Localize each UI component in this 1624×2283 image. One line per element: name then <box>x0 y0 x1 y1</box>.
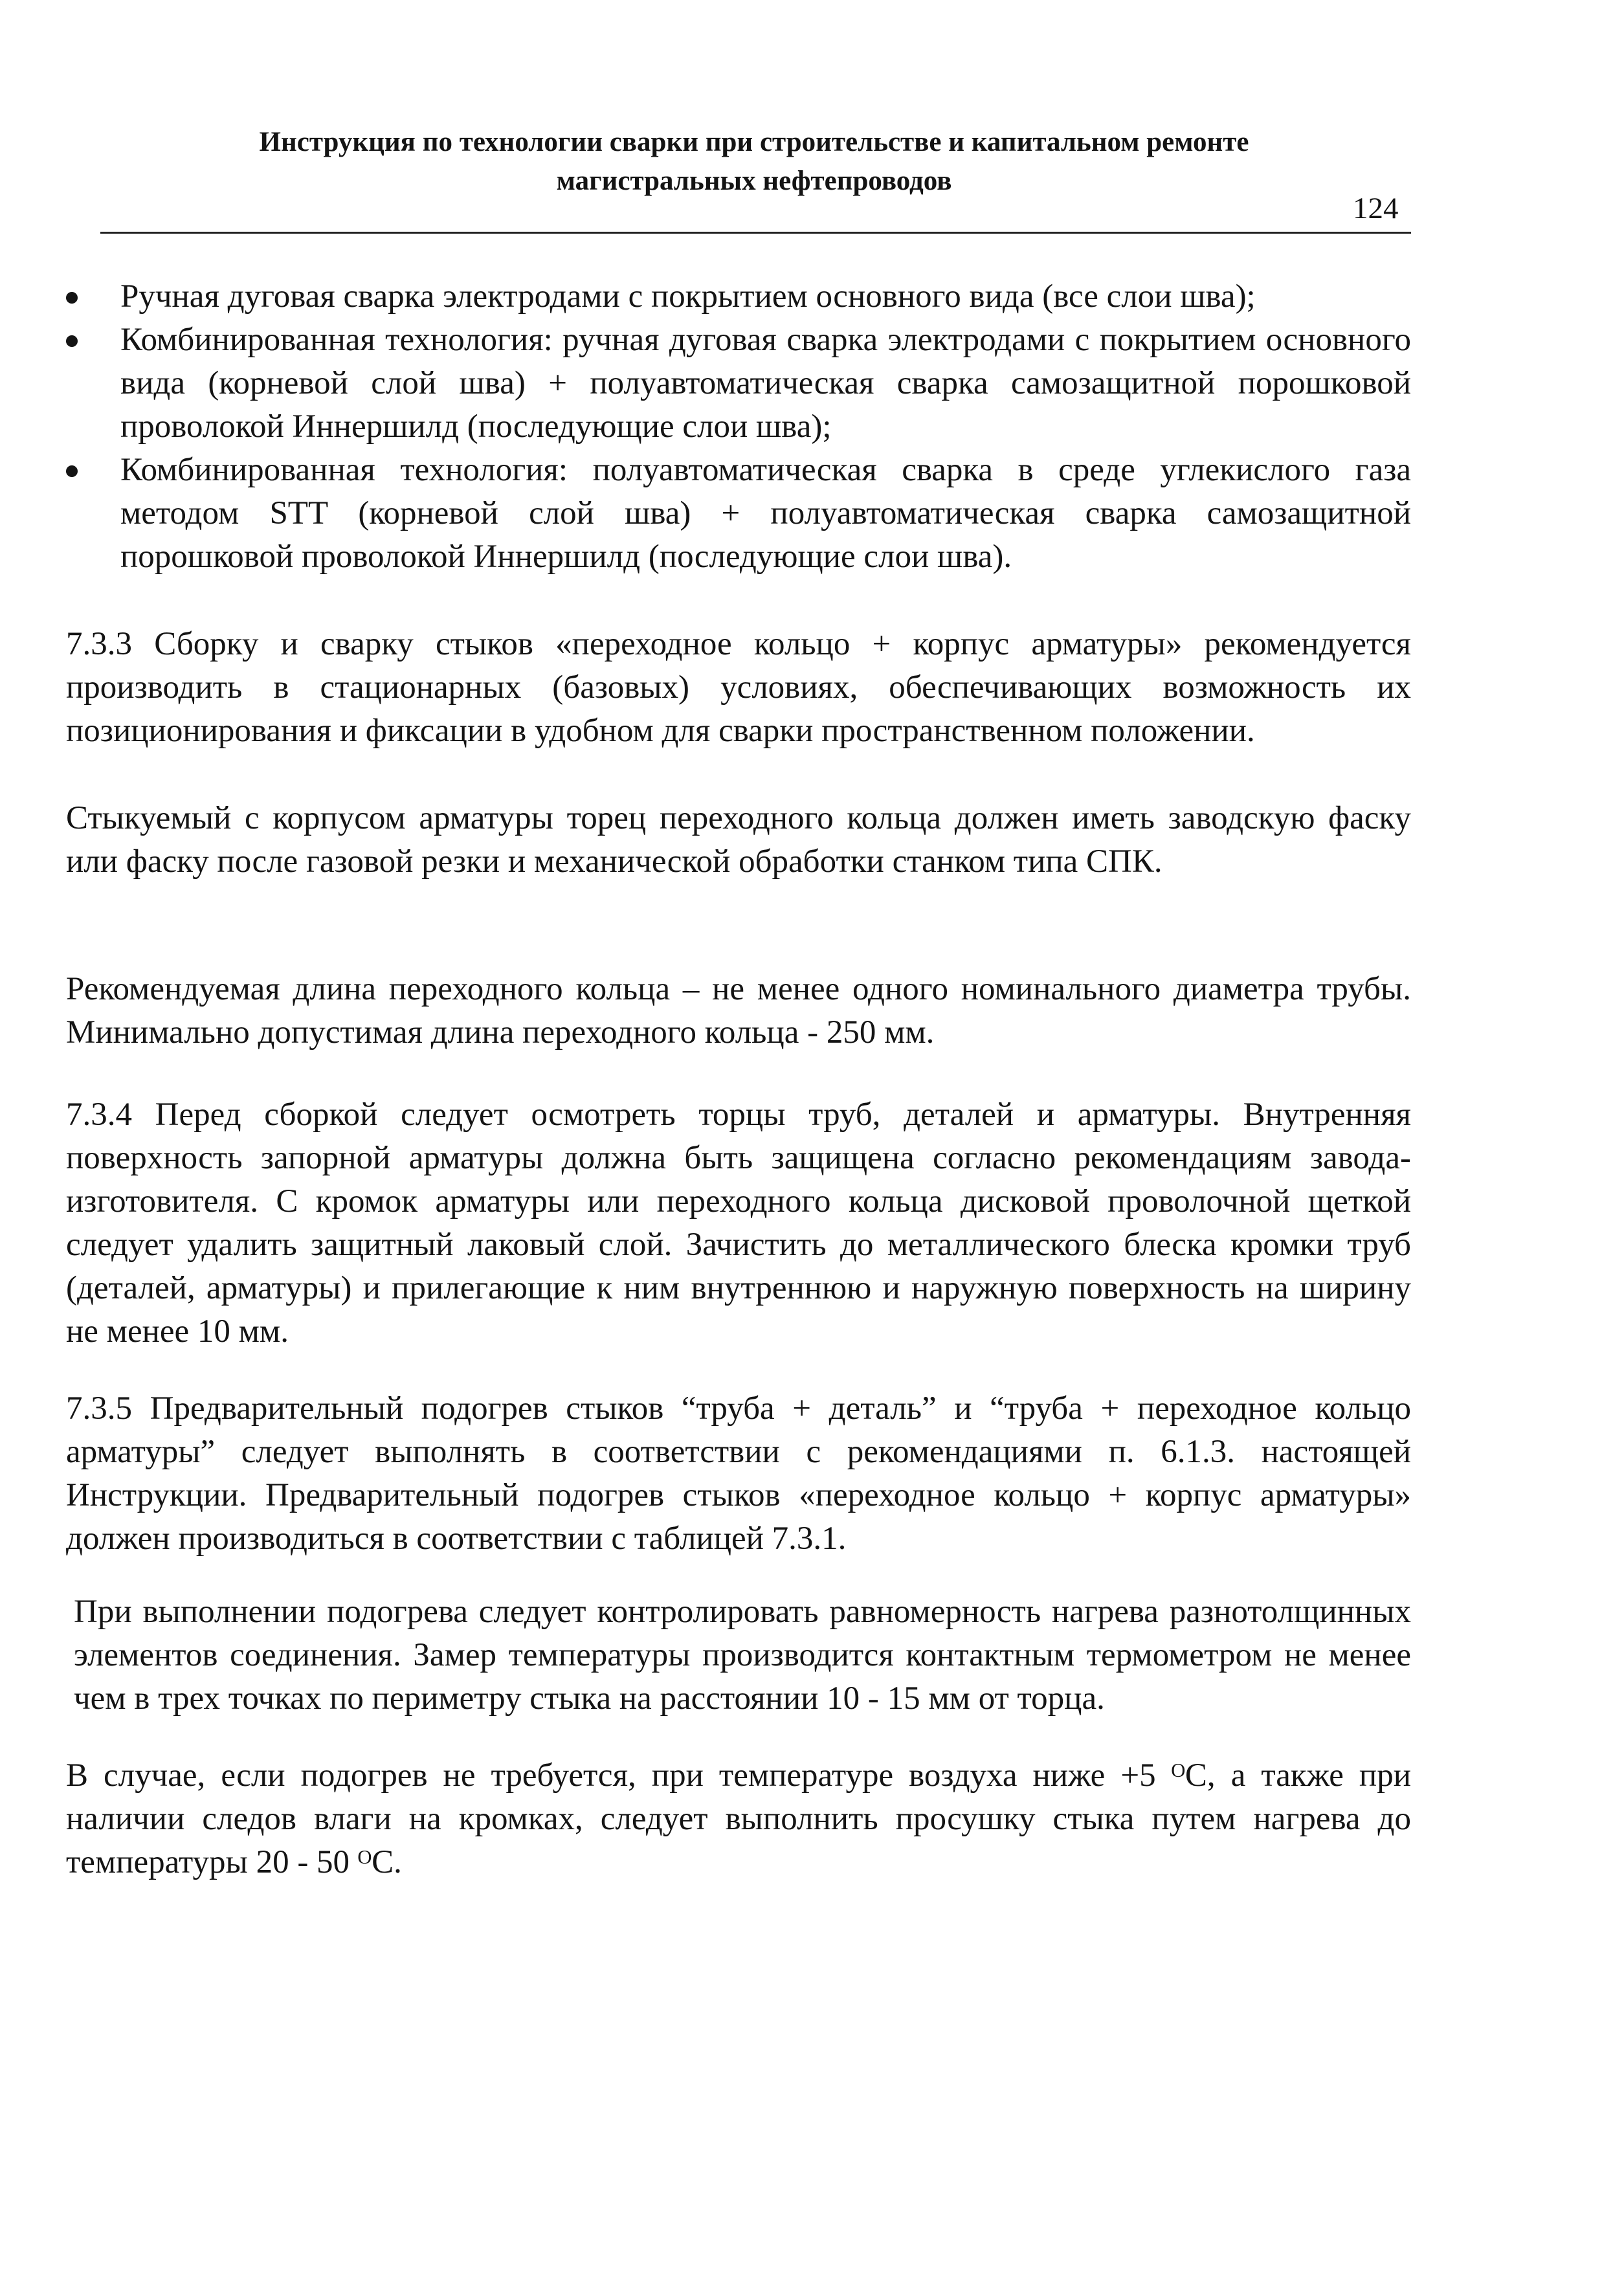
header-divider <box>100 232 1411 234</box>
bullet-dot-icon <box>66 465 78 477</box>
page-header <box>97 123 1411 201</box>
page-number: 124 <box>1353 192 1399 225</box>
bullet-text: Комбинированная технология: ручная дуговая сварка электродами с покрытием основного вида (корневой слой шва) + полуавтоматическая сварка самозащитной порошковой проволокой Иннершилд (последующие слои шва); <box>120 322 1411 445</box>
bullet-text: Комбинированная технология: полуавтоматическая сварка в среде углекислого газа методом STT (корневой слой шва) + полуавтоматическая сварка самозащитной порошковой проволокой Иннершилд (последующие слои шва). <box>120 452 1411 575</box>
paragraph-preheat-control: При выполнении подогрева следует контролировать равномерность нагрева разнотолщинных элементов соединения. Замер температуры производится контактным термометром не менее чем в трех точках по периметру стыка на расстоянии 10 - 15 мм от торца. <box>74 1594 1411 1717</box>
paragraph-7-3-5: 7.3.5 Предварительный подогрев стыков “труба + деталь” и “труба + переходное кольцо арматуры” следует выполнять в соответствии с рекомендациями п. 6.1.3. настоящей Инструкции. Предварительный подогрев стыков «переходное кольцо + корпус арматуры» должен производиться в соответствии с таблицей 7.3.1. <box>66 1390 1411 1557</box>
bullet-item <box>66 318 1411 449</box>
paragraph-ring-bevel: Стыкуемый с корпусом арматуры торец переходного кольца должен иметь заводскую фаску или фаску после газовой резки и механической обработки станком типа СПК. <box>66 800 1411 880</box>
bullet-item <box>66 275 1411 318</box>
document-body <box>66 275 1411 1884</box>
bullet-list <box>66 275 1411 579</box>
bullet-dot-icon <box>66 335 78 347</box>
bullet-dot-icon <box>66 292 78 304</box>
paragraph-7-3-4: 7.3.4 Перед сборкой следует осмотреть торцы труб, деталей и арматуры. Внутренняя поверхность запорной арматуры должна быть защищена согласно рекомендациям завода-изготовителя. С кромок арматуры или переходного кольца дисковой проволочной щеткой следует удалить защитный лаковый слой. Зачистить до металлического блеска кромки труб (деталей, арматуры) и прилегающие к ним внутреннюю и наружную поверхность на ширину не менее 10 мм. <box>66 1097 1411 1350</box>
header-title-line1: Инструкция по технологии сварки при строительстве и капитальном ремонте <box>259 127 1249 157</box>
bullet-item <box>66 449 1411 579</box>
paragraph-7-3-3: 7.3.3 Сборку и сварку стыков «переходное кольцо + корпус арматуры» рекомендуется производить в стационарных (базовых) условиях, обеспечивающих возможность их позиционирования и фиксации в удобном для сварки пространственном положении. <box>66 626 1411 749</box>
paragraph-ring-length: Рекомендуемая длина переходного кольца – не менее одного номинального диаметра трубы. Минимально допустимая длина переходного кольца - 250 мм. <box>66 971 1411 1051</box>
paragraph-drying: В случае, если подогрев не требуется, при температуре воздуха ниже +5 ᴼС, а также при наличии следов влаги на кромках, следует выполнить просушку стыка путем нагрева до температуры 20 - 50 ᴼС. <box>66 1757 1411 1880</box>
bullet-text: Ручная дуговая сварка электродами с покрытием основного вида (все слои шва); <box>120 278 1256 315</box>
header-title-line2: магистральных нефтепроводов <box>556 166 952 196</box>
